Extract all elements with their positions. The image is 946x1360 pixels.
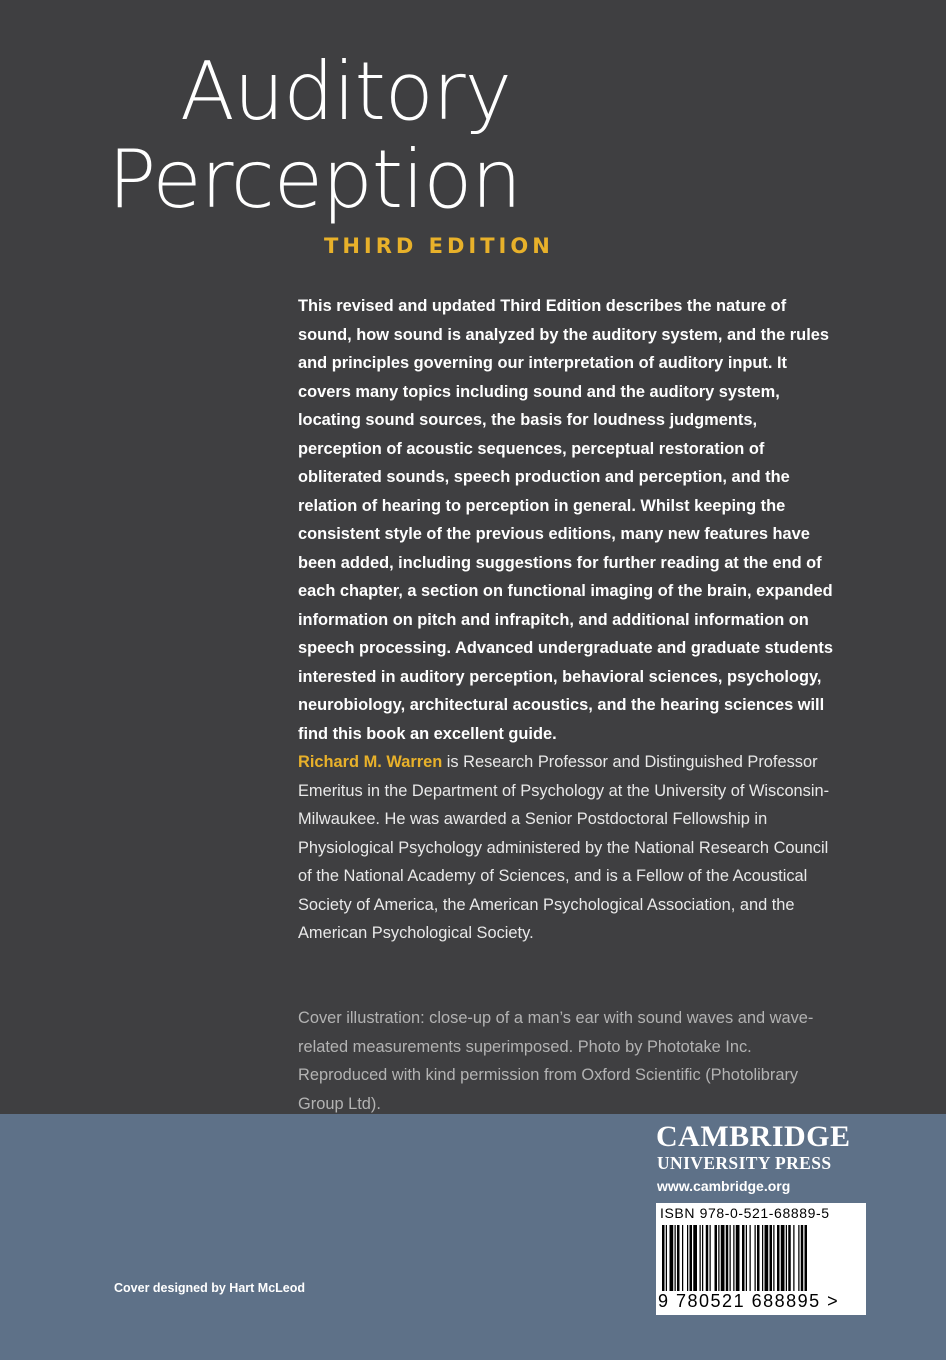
author-bio [298, 748, 838, 948]
title-line-1: Auditory [180, 45, 511, 138]
barcode-icon [660, 1225, 860, 1291]
publisher-logo-subname: UNIVERSITY PRESS [657, 1153, 832, 1173]
book-title [108, 45, 528, 226]
publisher-url: www.cambridge.org [657, 1178, 791, 1194]
isbn-barcode-block [656, 1203, 866, 1315]
title-line-2: Perception [108, 133, 521, 226]
edition-label: THIRD EDITION [324, 234, 554, 258]
publisher-logo-name: CAMBRIDGE [656, 1120, 851, 1153]
author-bio-text: is Research Professor and Distinguished Professor Emeritus in the Department of Psychology at the University of Wisconsin-Milwaukee. He was awarded a Senior Postdoctoral Fellowship in Physiological Psychology administered by the National Research Council of the National Academy of Sciences, and is a Fellow of the Acoustical Society of America, the American Psychological Association, and the American Psychological Society. [298, 753, 830, 942]
barcode-digits: 9 780521 688895 > [658, 1291, 840, 1311]
isbn-number: ISBN 978-0-521-68889-5 [660, 1205, 830, 1221]
author-name: Richard M. Warren [298, 753, 443, 771]
cover-designer-credit: Cover designed by Hart McLeod [114, 1281, 306, 1295]
book-description: This revised and updated Third Edition describes the nature of sound, how sound is analyzed by the auditory system, and the rules and principles governing our interpretation of auditory input. It covers many topics including sound and the auditory system, locating sound sources, the basis for loudness judgments, perception of acoustic sequences, perceptual restoration of obliterated sounds, speech production and perception, and the relation of hearing to perception in general. Whilst keeping the consistent style of the previous editions, many new features have been added, including suggestions for further reading at the end of each chapter, a section on functional imaging of the brain, expanded information on pitch and infrapitch, and additional information on speech processing. Advanced undergraduate and graduate students interested in auditory perception, behavioral sciences, psychology, neurobiology, architectural acoustics, and the hearing sciences will find this book an excellent guide. [298, 297, 833, 743]
cover-illustration-credit: Cover illustration: close-up of a man’s ear with sound waves and wave-related measurements superimposed. Photo by Phototake Inc. Reproduced with kind permission from Oxford Scientific (Photolibrary Group Ltd). [298, 1009, 814, 1113]
